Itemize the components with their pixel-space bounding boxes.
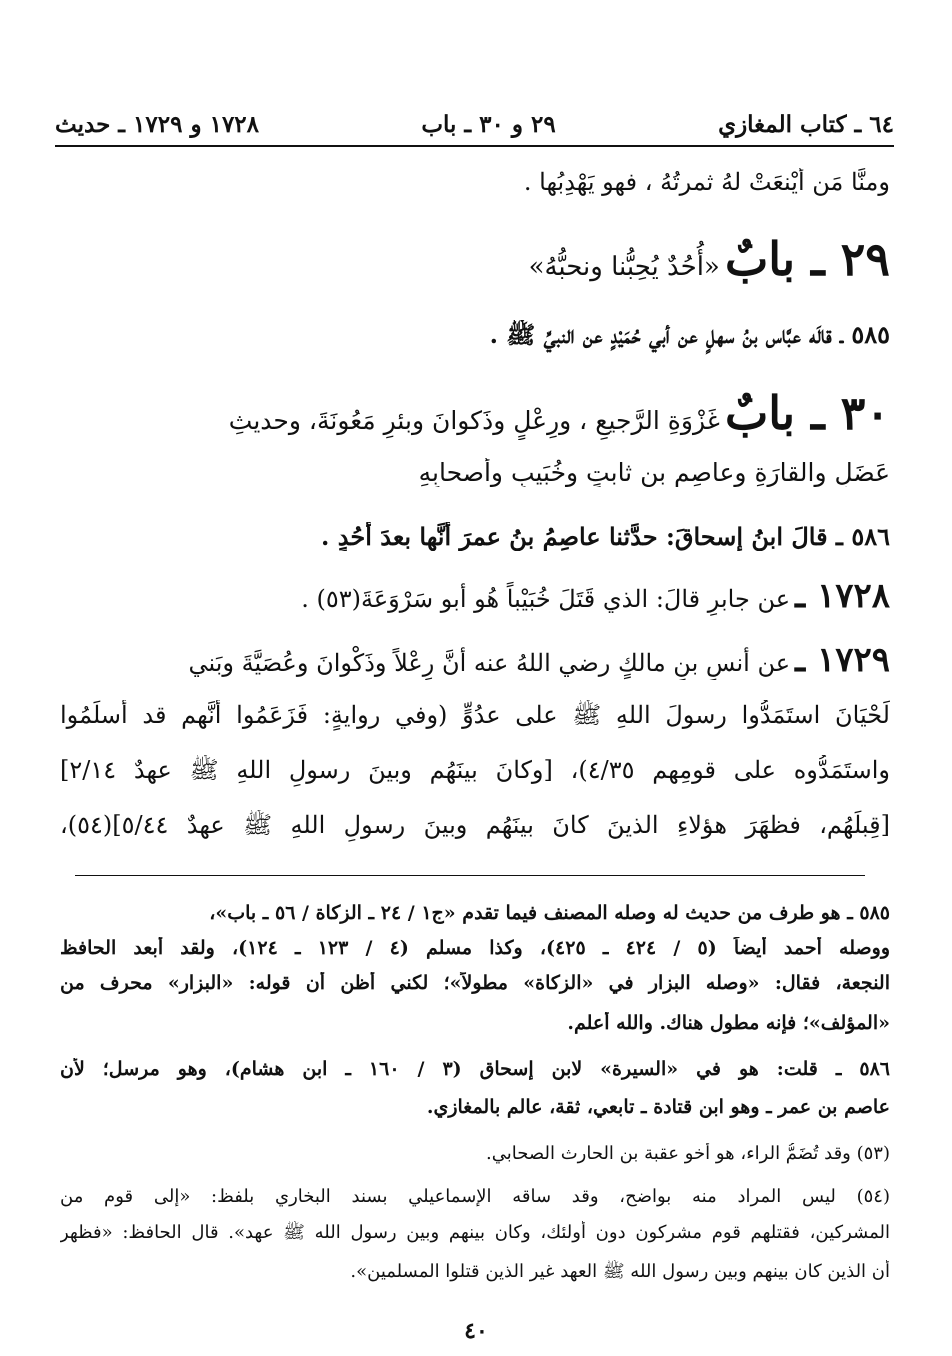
header-hadith-range: ١٧٢٨ و ١٧٢٩ ـ حديث [55, 110, 260, 138]
hadith-1729-number: ١٧٢٩ ـ [795, 640, 890, 680]
hadith-585: ٥٨٥ ـ قالَه عبَّاس بنُ سهلٍ عن أبي حُمَيْدٍ عن النبيِّ ﷺ . [489, 320, 890, 349]
chapter-30-title-line1: غَزْوَةِ الرَّجيعِ ، ورِعْلٍ وذَكوانَ وبئرِ مَعُونَةَ، وحديثِ [228, 406, 720, 435]
header-book-title: ٦٤ ـ كتاب المغازي [718, 110, 894, 138]
hadith-586: ٥٨٦ ـ قالَ ابنُ إسحاقَ: حدَّثنا عاصِمُ بنُ عمرَ أنَّها بعدَ أُحُدٍ . [321, 522, 890, 551]
header-rule [55, 145, 894, 147]
footnote-585-line3: النجعة، فقال: «وصله البزار في «الزكاة» مطولاً»؛ لكني أظن أن قوله: «البزار» محرف من [60, 972, 890, 994]
chapter-30-heading [60, 386, 890, 440]
chapter-29-number: ٢٩ ـ بابٌ [724, 232, 890, 286]
footnote-separator [75, 875, 865, 876]
hadith-1728-text: عن جابرٍ قالَ: الذي قَتَلَ خُبَيْباً هُو أبو سَرْوَعَةَ(٥٣) . [301, 585, 791, 613]
hadith-1729-line1 [60, 640, 890, 680]
running-header [55, 104, 894, 144]
chapter-30-title-line2: عَضَلٍ والقارَةِ وعاصِمِ بنِ ثابتٍ وخُبَيبٍ وأصحابِهِ [418, 458, 890, 487]
footnote-585-line2: ووصله أحمد أيضاً (٥ / ٤٢٤ ـ ٤٢٥)، وكذا مسلم (٤ / ١٢٣ ـ ١٢٤)، ولقد أبعد الحافظ [60, 937, 890, 959]
footnote-586-line2: عاصم بن عمر ـ وهو ابن قتادة ـ تابعي، ثقة، عالم بالمغازي. [426, 1096, 890, 1118]
hadith-1729-text-line1: عن أنسِ بنِ مالكٍ رضي اللهُ عنه أنَّ رِعْلاً وذَكْوانَ وعُصَيَّةَ وبَني [188, 649, 791, 677]
footnote-53: (٥٣) وقد تُضَمُّ الراء، هو أخو عقبة بن الحارث الصحابي. [486, 1143, 890, 1164]
hadith-1728 [210, 576, 890, 616]
intro-line: ومنَّا مَن أيْنعَتْ لهُ ثمرتُهُ ، فهو يَهْدِبُها . [523, 168, 890, 196]
footnote-54-line2: المشركين، فقتلهم قوم مشركون دون أولئك، وكان بينهم وبين رسول الله ﷺ عهد». قال الحافظ: «فظهر [60, 1222, 890, 1243]
footnote-586-line1: ٥٨٦ ـ قلت: هو في «السيرة» لابن إسحاق (٣ / ١٦٠ ـ ابن هشام)، وهو مرسل؛ لأن [60, 1058, 890, 1080]
footnote-54-line3: أن الذين كان بينهم وبين رسول الله ﷺ العهد غير الذين قتلوا المسلمين». [350, 1261, 890, 1282]
hadith-1729-line2: لَحْيَانَ استَمَدُّوا رسولَ اللهِ ﷺ على عدُوٍّ (وفي روايةٍ: فَزَعَمُوا أنَّهم قد أسلَمُوا [60, 701, 890, 729]
footnote-54-line1: (٥٤) ليس المراد منه بواضح، وقد ساقه الإسماعيلي بسند البخاري بلفظ: «إلى قوم من [60, 1186, 890, 1207]
chapter-29-title: «أُحُدٌ يُحِبُّنا ونحبُّهُ» [528, 252, 720, 282]
hadith-1729-line3: واستَمَدُّوه على قومِهم ٤/٣٥)، [وكانَ بينَهُم وبينَ رسولِ اللهِ ﷺ عهدٌ ٢/١٤] [60, 756, 890, 784]
chapter-29-heading [230, 232, 890, 286]
hadith-1729-line4: [قِبلَهُم، فظهَرَ هؤلاءِ الذينَ كانَ بينَهُم وبينَ رسولِ اللهِ ﷺ عهدٌ ٥/٤٤](٥٤)، [60, 811, 890, 839]
hadith-1728-number: ١٧٢٨ ـ [795, 576, 890, 616]
chapter-30-number: ٣٠ ـ بابٌ [724, 386, 890, 440]
footnote-585-line1: ٥٨٥ ـ هو طرف من حديث له وصله المصنف فيما تقدم «ج١ / ٢٤ ـ الزكاة / ٥٦ ـ باب»، [209, 902, 890, 924]
footnote-585-line4: «المؤلف»؛ فإنه مطول هناك. والله أعلم. [567, 1012, 890, 1034]
page-number: ٤٠ [464, 1318, 488, 1344]
header-chapter-range: ٢٩ و ٣٠ ـ باب [421, 110, 556, 138]
